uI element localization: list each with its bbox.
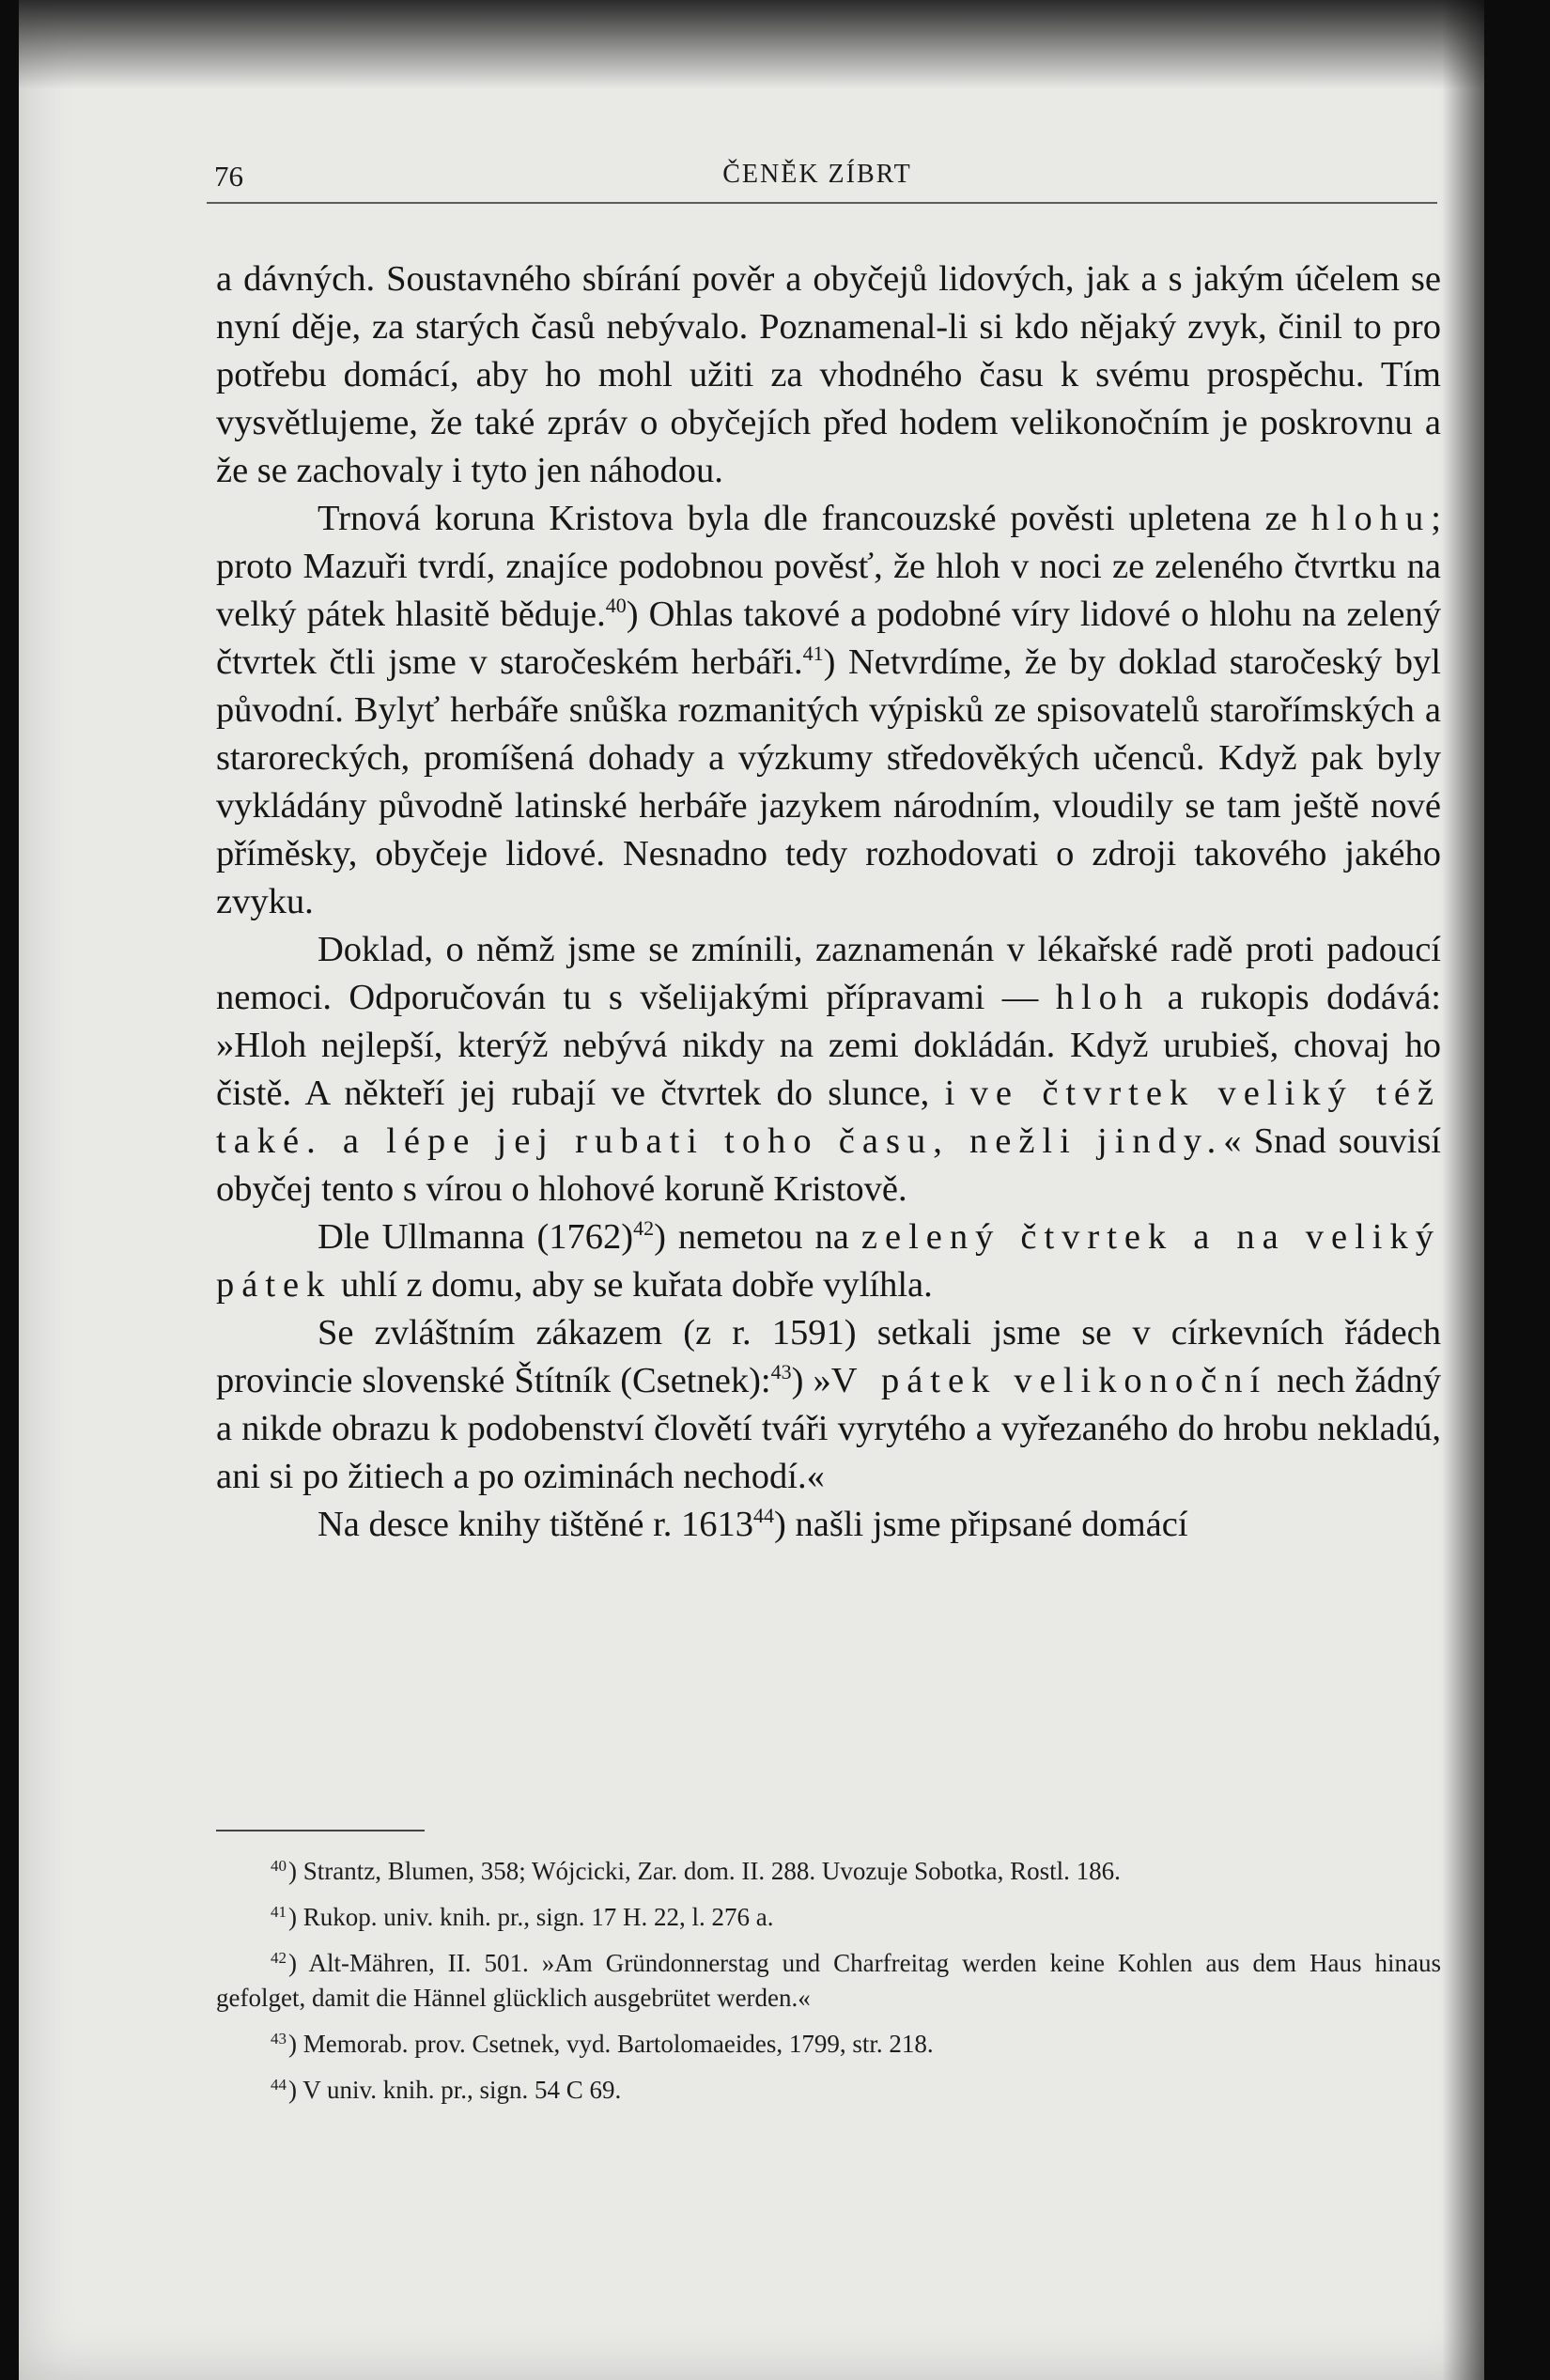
footnote-paren: ) [288,1857,303,1885]
footnote-rule [216,1830,425,1831]
header-rule [207,202,1437,204]
footnote [216,1894,1441,1935]
text-segment: nech žádný a nikde obrazu k podobenství človětí tváři vyrytého a vyřezaného do hrobu nekladú, ani si po žitiech a po oziminách nechodí.« [216,1361,1441,1496]
text-segment: ) » [791,1361,831,1400]
footnote-number: 43 [271,2030,287,2048]
page-number: 76 [214,160,243,193]
text-segment: « Snad souvisí obyčej tento s vírou o hlohové koruně Kristově. [216,1121,1442,1209]
footnote-number: 41 [271,1903,287,1921]
footnote-reference: 42 [633,1216,655,1241]
text-segment: ve čtvrtek veliký též také. a lépe jej rubati toho času, nežli jindy. [216,1074,1441,1161]
text-segment: hlohu [1310,499,1432,538]
footnote-text: Alt-Mähren, II. 501. »Am Gründonnerstag und Charfreitag werden keine Kohlen aus dem Haus hinaus gefolget, damit die Hännel glücklich ausgebrütet werden.« [216,1949,1441,2012]
paragraph [216,1309,1441,1501]
footnote-paren: ) [288,2030,303,2058]
footnote-reference: 40 [605,594,627,618]
text-segment: uhlí z domu, aby se kuřata dobře vylíhla. [332,1265,933,1305]
text-segment: V pátek velikonoční [830,1361,1268,1400]
footnote [216,1848,1441,1889]
footnote-number: 42 [271,1949,287,1967]
text-segment: Dle Ullmanna (1762) [318,1217,634,1257]
paragraph [216,495,1441,926]
footnote-text: V univ. knih. pr., sign. 54 C 69. [302,2076,622,2104]
footnote-text: Rukop. univ. knih. pr., sign. 17 H. 22, l. 276 a. [302,1903,774,1931]
book-page [19,0,1484,2380]
paragraph [216,926,1441,1213]
paragraph [216,1501,1441,1549]
footnote-text: Memorab. prov. Csetnek, vyd. Bartolomaeides, 1799, str. 218. [302,2030,934,2058]
footnote-reference: 43 [770,1360,792,1384]
footnote-reference: 41 [802,641,824,666]
footnotes [216,1848,1441,2113]
text-segment: ) Netvrdíme, že by doklad staročeský byl původní. Bylyť herbáře snůška rozmanitých výpisků ze spisovatelů starořímských a staroreckých, promíšená dohady a výzkumy středověkých učenců. Když pak byly vykládány původně latinské herbáře jazykem národním, vloudily se tam ještě nové příměsky, obyčeje lidové. Nesnadno tedy rozhodovati o zdroji takového jakého zvyku. [216,642,1441,921]
text-segment: ) našli jsme připsané domácí [774,1505,1188,1544]
text-segment: a dávných. Soustavného sbírání pověr a obyčejů lidových, jak a s jakým účelem se nyní děje, za starých časů nebývalo. Poznamenal-li si kdo nějaký zvyk, činil to pro potřebu domácí, aby ho mohl užiti za vhodného času k svému prospěchu. Tím vysvětlujeme, že také zpráv o obyčejích před hodem velikonočním je poskrovnu a že se zachovaly i tyto jen náhodou. [216,259,1441,490]
footnote [216,2067,1441,2108]
footnote [216,2021,1441,2062]
text-segment: Na desce knihy tištěné r. 1613 [318,1505,754,1544]
text-segment: zelený čtvrtek a na veliký pátek [216,1217,1441,1305]
text-segment: ) nemetou na [654,1217,861,1257]
text-segment: ; proto Mazuři tvrdí, znajíce podobnou pověsť, že hloh v noci ze zeleného čtvrtku na velký pátek hlasitě běduje. [216,499,1441,634]
footnote-number: 40 [271,1857,287,1875]
text-segment: Trnová koruna Kristova byla dle francouzské pověsti upletena ze [318,499,1311,538]
footnote [216,1940,1441,2016]
footnote-text: Strantz, Blumen, 358; Wójcicki, Zar. dom. II. 288. Uvozuje Sobotka, Rostl. 186. [302,1857,1121,1885]
footnote-number: 44 [271,2076,287,2094]
text-segment: Se zvláštním zákazem (z r. 1591) setkali jsme se v církevních řádech provincie slovenské Štítník (Csetnek): [216,1313,1441,1400]
body-text [216,255,1441,1549]
text-segment: Doklad, o němž jsme se zmínili, zaznamenán v lékařské radě proti padoucí nemoci. Odporučován tu s všelijakými přípravami — [216,930,1441,1017]
footnote-paren: ) [288,2076,303,2104]
footnote-paren: ) [288,1903,303,1931]
paragraph [216,255,1441,495]
footnote-paren: ) [288,1949,309,1977]
running-title: ČENĚK ZÍBRT [722,160,912,189]
text-segment: ) Ohlas takové a podobné víry lidové o hlohu na zelený čtvrtek čtli jsme v staročeském herbáři. [216,595,1441,682]
page-header [197,152,1437,199]
paragraph [216,1213,1441,1309]
text-segment: a rukopis dodává: »Hloh nejlepší, kterýž nebývá nikdy na zemi dokládán. Když urubieš, chovaj ho čistě. A někteří jej rubají ve čtvrtek do slunce, i [216,978,1441,1113]
text-segment: hloh [1055,978,1151,1017]
footnote-reference: 44 [753,1504,775,1528]
